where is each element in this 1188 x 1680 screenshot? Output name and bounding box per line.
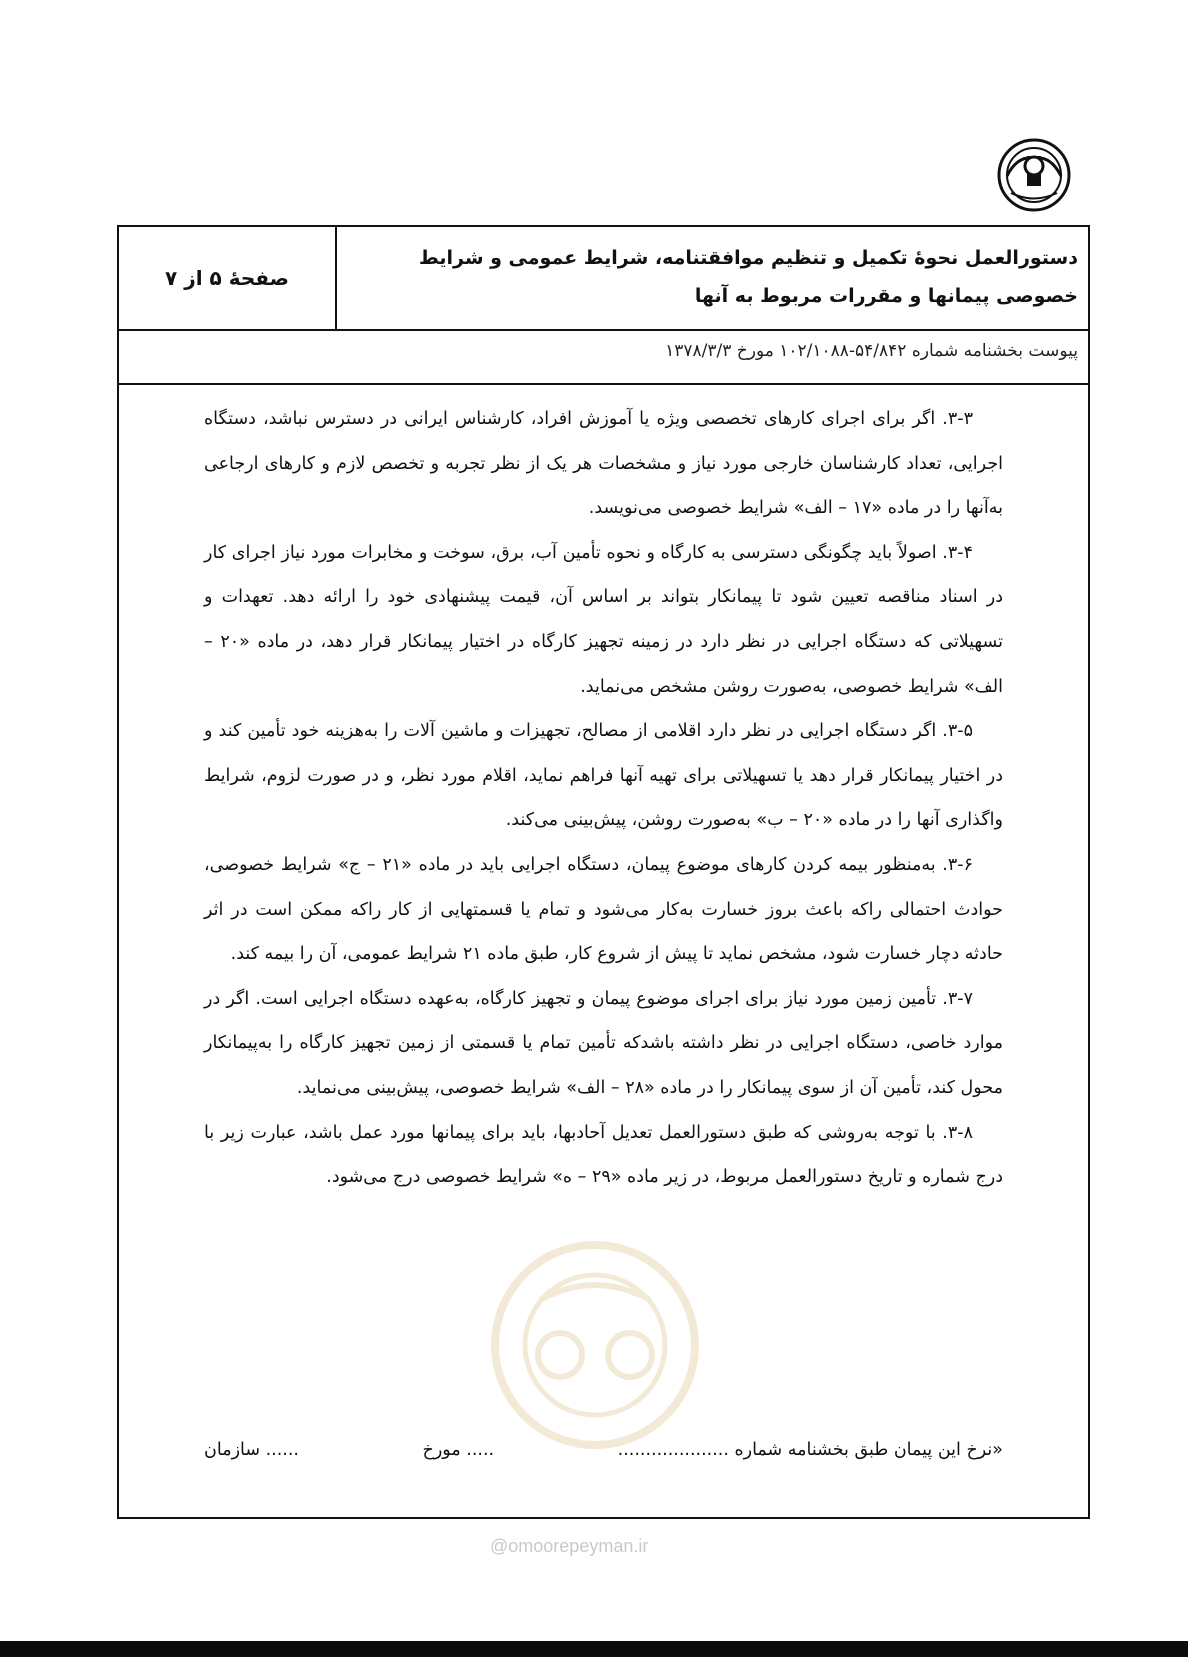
form-line-circular: «نرخ این پیمان طبق بخشنامه شماره ....................: [617, 1440, 1003, 1460]
scan-bottom-bar: [0, 1641, 1188, 1657]
watermark-text: @omoorepeyman.ir: [490, 1536, 649, 1556]
paragraph-3-8: ۳-۸. با توجه به‌روشی که طبق دستورالعمل تعدیل آحادبها، باید برای پیمانها مورد عمل باشد، عبارت زیر با درج شماره و تاریخ دستورالعمل مربوط، در زیر ماده «۲۹ – ه» شرایط خصوصی درج می‌شود.: [204, 1122, 1003, 1188]
paragraph-3-3: ۳-۳. اگر برای اجرای کارهای تخصصی ویژه یا آموزش افراد، کارشناس ایرانی در دسترس نباشد، دستگاه اجرایی، تعداد کارشناسان خارجی مورد نیاز و مشخصات هر یک از نظر تجربه و تخصص لازم و کارهای ارجاعی به‌آنها را در ماده «۱۷ – الف» شرایط خصوصی می‌نویسد.: [204, 409, 1003, 519]
organization-logo: [985, 138, 1083, 212]
form-line-date: ..... مورخ: [422, 1440, 495, 1460]
annex-reference: پیوست بخشنامه شماره ۵۴/۸۴۲-۱۰۲/۱۰۸۸ مورخ ۱۳۷۸/۳/۳: [665, 341, 1078, 361]
annex-row: [119, 329, 1088, 385]
document-body: [204, 397, 1003, 1200]
header-row: [119, 227, 1088, 331]
header-divider: [335, 227, 337, 329]
document-title: دستورالعمل نحوهٔ تکمیل و تنظیم موافقتنامه، شرایط عمومی و شرایط خصوصی پیمانها و مقررات مربوط به آنها: [419, 247, 1078, 307]
paragraph-3-6: ۳-۶. به‌منظور بیمه کردن کارهای موضوع پیمان، دستگاه اجرایی باید در ماده «۲۱ – ج» شرایط خصوصی، حوادث احتمالی راکه باعث بروز خسارت به‌کار می‌شود و تمام یا قسمتهایی از کار راکه ممکن است در اثر حادثه دچار خسارت شود، مشخص نماید تا پیش از شروع کار، طبق ماده ۲۱ شرایط عمومی، آن را بیمه کند.: [204, 854, 1003, 965]
form-line-organization: ...... سازمان: [204, 1440, 299, 1460]
paragraph-3-5: ۳-۵. اگر دستگاه اجرایی در نظر دارد اقلامی از مصالح، تجهیزات و ماشین آلات را به‌هزینه خود تأمین کند و در اختیار پیمانکار قرار دهد یا تسهیلاتی برای تهیه آنها فراهم نماید، اقلام مورد نظر، و در صورت لزوم، شرایط واگذاری آنها را در ماده «۲۰ – ب» به‌صورت روشن، پیش‌بینی می‌کند.: [204, 721, 1003, 831]
paragraph-3-4: ۳-۴. اصولاً باید چگونگی دسترسی به کارگاه و نحوه تأمین آب، برق، سوخت و مخابرات مورد نیاز اجرای کار در اسناد مناقصه تعیین شود تا پیمانکار بتواند بر اساس آن، قیمت پیشنهادی خود را ارائه دهد. تعهدات و تسهیلاتی که دستگاه اجرایی در نظر دارد در زمینه تجهیز کارگاه در اختیار پیمانکار قرار دهد، در ماده «۲۰ – الف» شرایط خصوصی، به‌صورت روشن مشخص می‌نماید.: [204, 542, 1003, 697]
watermark-logo: [480, 1230, 710, 1460]
paragraph-3-7: ۳-۷. تأمین زمین مورد نیاز برای اجرای موضوع پیمان و تجهیز کارگاه، به‌عهده دستگاه اجرایی است. اگر در موارد خاصی، دستگاه اجرایی در نظر داشته باشدکه تأمین تمام یا قسمتی از زمین تجهیز کارگاه را به‌پیمانکار محول کند، تأمین آن از سوی پیمانکار را در ماده «۲۸ – الف» شرایط خصوصی، پیش‌بینی می‌نماید.: [204, 988, 1003, 1098]
page-number: صفحهٔ ۵ از ۷: [165, 266, 289, 290]
